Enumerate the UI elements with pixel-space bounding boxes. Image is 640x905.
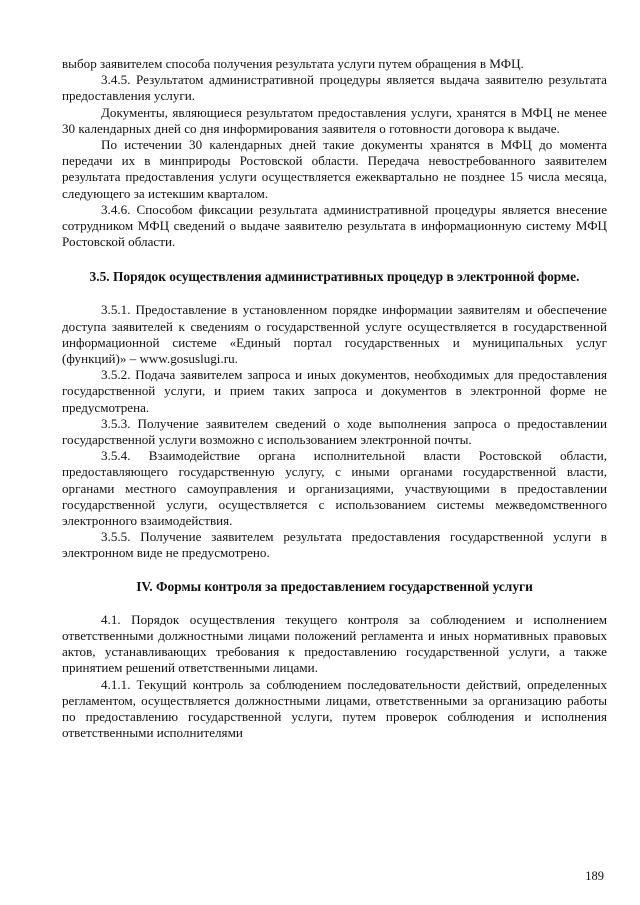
paragraph-after-30-days: По истечении 30 календарных дней такие документы хранятся в МФЦ до момента передачи их в минприроды Ростовской области. Передача невостребованного заявителем результата предоставления услуги осуществляется ежеквартально не позднее 15 числа месяца, следующего за истекшим кварталом. (62, 137, 607, 201)
paragraph-3-5-5: 3.5.5. Получение заявителем результата предоставления государственной услуги в электронном виде не предусмотрено. (62, 529, 607, 561)
paragraph-3-5-1: 3.5.1. Предоставление в установленном порядке информации заявителям и обеспечение доступа заявителей к сведениям о государственной услуге осуществляется в государственной информационной системе «Единый портал государственных и муниципальных услуг (функций)» – www.gosuslugi.ru. (62, 302, 607, 367)
paragraph-documents-storage: Документы, являющиеся результатом предоставления услуги, хранятся в МФЦ не менее 30 календарных дней со дня информирования заявителя о готовности договора к выдаче. (62, 104, 607, 136)
paragraph-3-4-5: 3.4.5. Результатом административной процедуры является выдача заявителю результата предоставления услуги. (62, 72, 607, 104)
page-number: 189 (585, 869, 604, 883)
page-content (62, 56, 607, 741)
section-heading-iv: IV. Формы контроля за предоставлением государственной услуги (136, 578, 533, 594)
paragraph-4-1: 4.1. Порядок осуществления текущего контроля за соблюдением и исполнением ответственными должностными лицами положений регламента и иных нормативных правовых актов, устанавливающих требования к предоставлению государственной услуги, а также принятием решений ответственными лицами. (62, 611, 607, 676)
paragraph-4-1-1: 4.1.1. Текущий контроль за соблюдением последовательности действий, определенных регламентом, осуществляется должностными лицами, ответственными за организацию работы по предоставлению государственной услуги, путем проверок соблюдения и исполнения ответственными исполнителями (62, 676, 607, 741)
paragraph-3-5-2: 3.5.2. Подача заявителем запроса и иных документов, необходимых для предоставления государственной услуги, и прием таких запроса и документов в электронной форме не предусмотрена. (62, 367, 607, 415)
section-heading-3-5: 3.5. Порядок осуществления административных процедур в электронной форме. (89, 269, 580, 285)
paragraph-3-5-3: 3.5.3. Получение заявителем сведений о ходе выполнения запроса о предоставлении государственной услуги возможно с использованием электронной почты. (62, 415, 607, 448)
paragraph-3-5-4: 3.5.4. Взаимодействие органа исполнительной власти Ростовской области, предоставляющего государственную услугу, с иными органами государственной власти, органами местного самоуправления и организациями, участвующими в предоставлении государственной услуги, осуществляется с использованием системы межведомственного электронного взаимодействия. (62, 448, 607, 529)
paragraph-continuation: выбор заявителем способа получения результата услуги путем обращения в МФЦ. (62, 56, 524, 71)
paragraph-3-4-6: 3.4.6. Способом фиксации результата административной процедуры является внесение сотрудником МФЦ сведений о выдаче заявителю результата в информационную систему МФЦ Ростовской области. (62, 201, 607, 250)
